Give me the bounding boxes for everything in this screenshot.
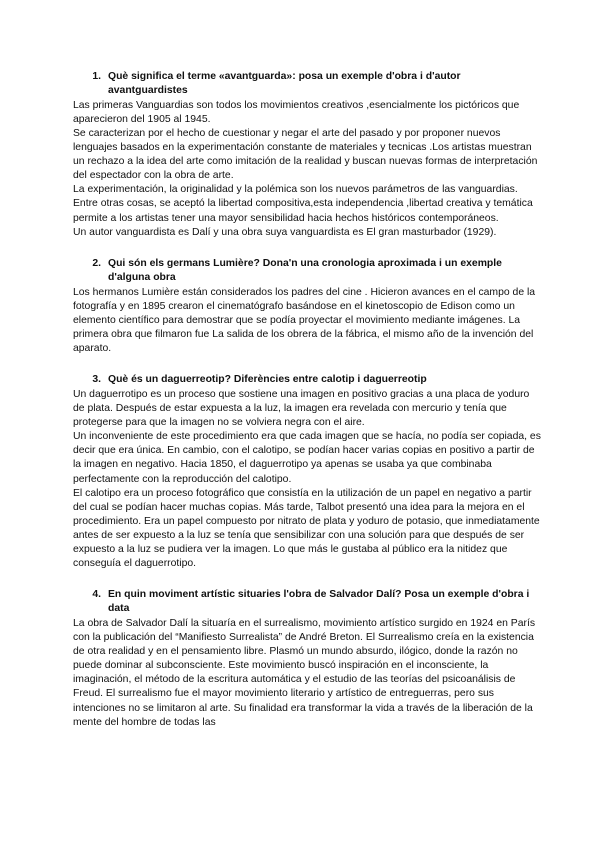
answer-paragraph: La experimentación, la originalidad y la polémica son los nuevos parámetros de las vanguardias. Entre otras cosas, se aceptó la libertad compositiva,esta independencia ,libertad creativa y temática permite a los artistas tener una mayor sensibilidad hacia hechos históricos contemporáneos. [73, 184, 533, 224]
section-1 [73, 70, 543, 240]
answer-paragraph: Las primeras Vanguardias son todos los movimientos creativos ,esencialmente los pictóricos que aparecieron del 1905 al 1945. [73, 99, 520, 125]
answer-paragraph: El calotipo era un proceso fotográfico que consistía en la utilización de un papel en negativo a partir del cual se podían hacer muchas copias. Más tarde, Talbot presentó una idea para la mejora en el procedimiento. Era un papel compuesto por nitrato de plata y yoduro de potasio, que inmediatamente antes de ser expuesto a la luz se tenía que sensibilizar con una solución para que después de ser expuesto a la luz se pudiera ver la imagen. Lo que más le gustaba al público era la nitidez que conseguía el daguerrotipo. [73, 487, 540, 570]
section-2 [73, 257, 543, 356]
question-text: Què significa el terme «avantguarda»: posa un exemple d'obra i d'autor avantguardistes [108, 71, 461, 96]
document-page [73, 70, 543, 747]
answer-paragraph: La obra de Salvador Dalí la situaría en el surrealismo, movimiento artístico surgido en 1924 en París con la publicación del “Manifiesto Surrealista” de André Breton. El Surrealismo creía en la existencia de otra realidad y en el pensamiento libre. Plasmó un mundo absurdo, ilógico, donde la razón no puede dominar al subconsciente. Este movimiento buscó inspiración en el inconsciente, la imaginación, el método de la escritura automática y el estudio de las teorías del psicoanálisis de Freud. El surrealismo fue el mayor movimiento literario y artístico de entreguerras, pero sus intenciones no se limitaron al arte. Su finalidad era transformar la vida a través de la liberación de la mente del hombre de todas las [73, 617, 536, 728]
question-text: Qui són els germans Lumière? Dona'n una cronologia aproximada i un exemple d'alguna obra [108, 257, 502, 283]
answer-paragraph: Un inconveniente de este procedimiento era que cada imagen que se hacía, no podía ser copiada, es decir que era única. En cambio, con el calotipo, se podían hacer varias copias en positivo a partir de la imagen en negativo. Hacia 1850, el daguerrotipo ya apenas se usaba ya que combinaba perfectamente con la reproducción del calotipo. [73, 431, 541, 485]
question-text: En quin moviment artístic situaries l'obra de Salvador Dalí? Posa un exemple d'obra i data [108, 589, 530, 615]
question-number: 4. [92, 589, 101, 601]
question-heading [73, 373, 543, 387]
section-3 [73, 373, 543, 571]
question-number: 3. [92, 374, 101, 386]
question-heading [73, 588, 543, 616]
answer-paragraph: Un autor vanguardista es Dalí y una obra suya vanguardista es El gran masturbador (1929). [73, 226, 497, 238]
question-number: 1. [92, 71, 101, 82]
answer-paragraph: Un daguerrotipo es un proceso que sostiene una imagen en positivo gracias a una placa de yoduro de plata. Después de estar expuesta a la luz, la imagen era revelada con mercurio y tenía que protegerse para que la imagen no se volviera negra con el aire. [73, 388, 530, 429]
question-heading [73, 257, 543, 285]
answer-paragraph: Se caracterizan por el hecho de cuestionar y negar el arte del pasado y por proponer nuevos lenguajes basados en la experimentación constante de materiales y tecnicas .Los artistas muestran un rechazo a la idea del arte como imitación de la realidad y buscan nuevas formas de interpretación del espectador con la obra de arte. [73, 128, 538, 182]
question-text: Què és un daguerreotip? Diferències entre calotip i daguerreotip [108, 374, 427, 386]
question-heading [73, 70, 543, 98]
answer-paragraph: Los hermanos Lumière están considerados los padres del cine . Hicieron avances en el campo de la fotografía y en 1895 crearon el cinematógrafo basándose en el kinetoscopio de Edison como un elemento científico para demostrar que se podía proyectar el movimiento mediante imágenes. La primera obra que filmaron fue La salida de los obrera de la fábrica, el mismo año de la invención del aparato. [73, 286, 536, 354]
question-number: 2. [92, 257, 101, 269]
section-4 [73, 588, 543, 730]
